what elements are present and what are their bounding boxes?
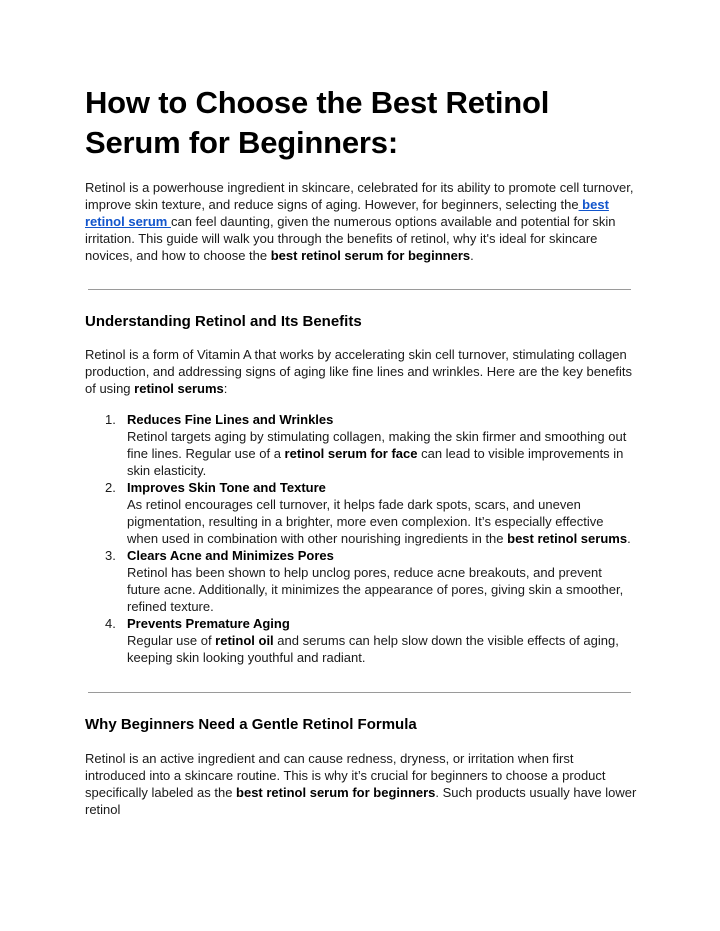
section1-paragraph (85, 346, 637, 397)
intro-text-3: . (470, 248, 474, 263)
section2-text-2: . Such products usually have lower retinol (85, 785, 637, 817)
best-retinol-serum-link[interactable]: best retinol serum (85, 197, 609, 229)
list-item-number: 4. (105, 616, 116, 631)
list-item-title: Reduces Fine Lines and Wrinkles (127, 412, 334, 427)
section2-paragraph (85, 750, 637, 818)
list-item-text-1: Regular use of (127, 633, 216, 648)
section1-bold-text: retinol serums (134, 381, 224, 396)
section-heading-gentle-formula: Why Beginners Need a Gentle Retinol Formula (85, 716, 417, 733)
section-heading-understanding: Understanding Retinol and Its Benefits (85, 313, 362, 330)
list-item-body (127, 565, 623, 614)
list-item-bold: retinol serum for face (284, 446, 418, 461)
list-item (85, 479, 637, 547)
list-item-title: Improves Skin Tone and Texture (127, 480, 326, 495)
list-item-title: Prevents Premature Aging (127, 616, 290, 631)
intro-text-2: can feel daunting, given the numerous options available and potential for skin irritation. This guide will walk you through the benefits of retinol, why it's ideal for skincare novices, and how to choose the (85, 214, 616, 263)
section1-text-1: Retinol is a form of Vitamin A that works by accelerating skin cell turnover, stimulating collagen production, and addressing signs of aging like fine lines and wrinkles. Here are the key benefits of using (85, 347, 633, 396)
list-item-number: 1. (105, 412, 116, 427)
list-item-text-1: As retinol encourages cell turnover, it helps fade dark spots, scars, and uneven pigmentation, resulting in a brighter, more even complexion. It’s especially effective when used in combination with other nourishing ingredients in the (127, 497, 604, 546)
list-item-text-2: and serums can help slow down the visible effects of aging, keeping skin looking youthful and radiant. (127, 633, 619, 665)
list-item-text-1: Retinol targets aging by stimulating collagen, making the skin firmer and smoothing out fine lines. Regular use of a (127, 429, 627, 461)
list-item-text-2: . (627, 531, 631, 546)
section-divider-1 (88, 289, 631, 290)
section2-text-1: Retinol is an active ingredient and can cause redness, dryness, or irritation when first introduced into a skincare routine. This is why it’s crucial for beginners to choose a product specifically labeled as the (85, 751, 606, 800)
list-item-number: 3. (105, 548, 116, 563)
list-item-text-1: Retinol has been shown to help unclog pores, reduce acne breakouts, and prevent future acne. Additionally, it minimizes the appearance of pores, giving skin a smoother, refined texture. (127, 565, 624, 614)
list-item-number: 2. (105, 480, 116, 495)
list-item-title: Clears Acne and Minimizes Pores (127, 548, 334, 563)
list-item (85, 547, 637, 615)
list-item-body (127, 429, 626, 478)
list-item-bold: best retinol serums (507, 531, 628, 546)
list-item-body (127, 497, 631, 546)
intro-bold-text: best retinol serum for beginners (270, 248, 471, 263)
intro-paragraph (85, 179, 637, 264)
list-item (85, 411, 637, 479)
benefits-list (85, 411, 637, 666)
list-item (85, 615, 637, 666)
list-item-text-2: can lead to visible improvements in skin elasticity. (127, 446, 624, 478)
section2-bold-text: best retinol serum for beginners (236, 785, 436, 800)
list-item-body (127, 633, 619, 665)
intro-text-1: Retinol is a powerhouse ingredient in skincare, celebrated for its ability to promote cell turnover, improve skin texture, and reduce signs of aging. However, for beginners, selecting the (85, 180, 634, 212)
list-item-bold: retinol oil (215, 633, 274, 648)
section-divider-2 (88, 692, 631, 693)
page-title: How to Choose the Best Retinol Serum for Beginners: (85, 85, 550, 160)
section1-text-2: : (223, 381, 228, 396)
